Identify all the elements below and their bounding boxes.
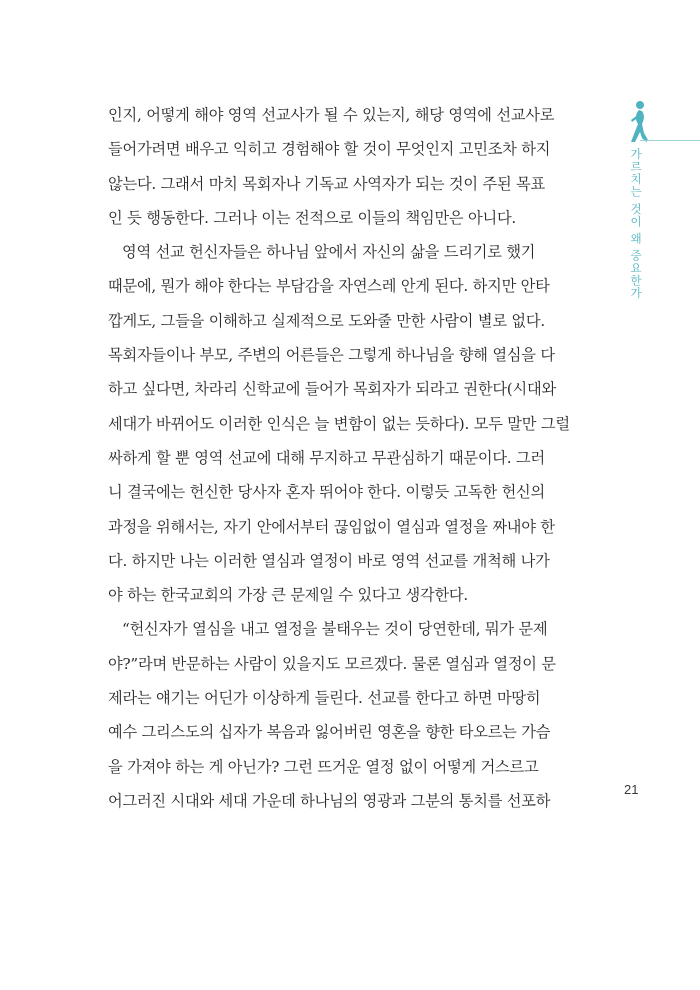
text-line: 인지, 어떻게 해야 영역 선교사가 될 수 있는지, 해당 영역에 선교사로 <box>108 106 555 124</box>
text-line: 영역 선교 헌신자들은 하나님 앞에서 자신의 삶을 드리기로 했기 <box>122 243 536 262</box>
text-line: 예수 그리스도의 십자가 복음과 잃어버린 영혼을 향한 타오르는 가슴 <box>108 723 551 742</box>
figure-icon <box>626 100 650 144</box>
text-line: 야 하는 한국교회의 가장 큰 문제일 수 있다고 생각한다. <box>108 586 469 605</box>
text-line: 들어가려면 배우고 익히고 경험해야 할 것이 무엇인지 고민조차 하지 <box>108 140 551 159</box>
text-line: 과정을 위해서는, 자기 안에서부터 끊임없이 열심과 열정을 짜내야 한 <box>108 517 555 536</box>
header-rule <box>640 140 700 141</box>
text-line: 제라는 얘기는 어딘가 이상하게 들린다. 선교를 한다고 하면 마땅히 <box>108 689 541 708</box>
text-line: 세대가 바뀌어도 이러한 인식은 늘 변함이 없는 듯하다). 모두 말만 그럴 <box>108 414 570 433</box>
running-head-title: 가르치는 것이 왜 중요한가 <box>629 148 643 300</box>
text-line: 다. 하지만 나는 이러한 열심과 열정이 바로 영역 선교를 개척해 나가 <box>108 551 550 570</box>
text-line: 을 가져야 하는 게 아닌가? 그런 뜨거운 열정 없이 어떻게 거스르고 <box>108 757 539 776</box>
text-line: “헌신자가 열심을 내고 열정을 불태우는 것이 당연한데, 뭐가 문제 <box>122 620 548 639</box>
running-head <box>608 98 700 298</box>
body-text <box>108 98 586 818</box>
text-line: 목회자들이나 부모, 주변의 어른들은 그렇게 하나님을 향해 열심을 다 <box>108 346 555 365</box>
text-line: 깝게도, 그들을 이해하고 실제적으로 도와줄 만한 사람이 별로 없다. <box>108 311 545 330</box>
text-line: 않는다. 그래서 마치 목회자나 기독교 사역자가 되는 것이 주된 목표 <box>108 174 545 193</box>
text-line: 인 듯 행동한다. 그러나 이는 전적으로 이들의 책임만은 아니다. <box>108 208 517 227</box>
text-line: 싸하게 할 뿐 영역 선교에 대해 무지하고 무관심하기 때문이다. 그러 <box>108 448 545 467</box>
text-line: 때문에, 뭔가 해야 한다는 부담감을 자연스레 안게 된다. 하지만 안타 <box>108 277 550 296</box>
text-line: 야?”라며 반문하는 사람이 있을지도 모르겠다. 물론 열심과 열정이 문 <box>108 654 556 673</box>
text-line: 니 결국에는 헌신한 당사자 혼자 뛰어야 한다. 이렇듯 고독한 헌신의 <box>108 483 545 502</box>
text-line: 어그러진 시대와 세대 가운데 하나님의 영광과 그분의 통치를 선포하 <box>108 791 551 810</box>
page-number: 21 <box>624 782 639 797</box>
text-line: 하고 싶다면, 차라리 신학교에 들어가 목회자가 되라고 권한다(시대와 <box>108 380 556 399</box>
